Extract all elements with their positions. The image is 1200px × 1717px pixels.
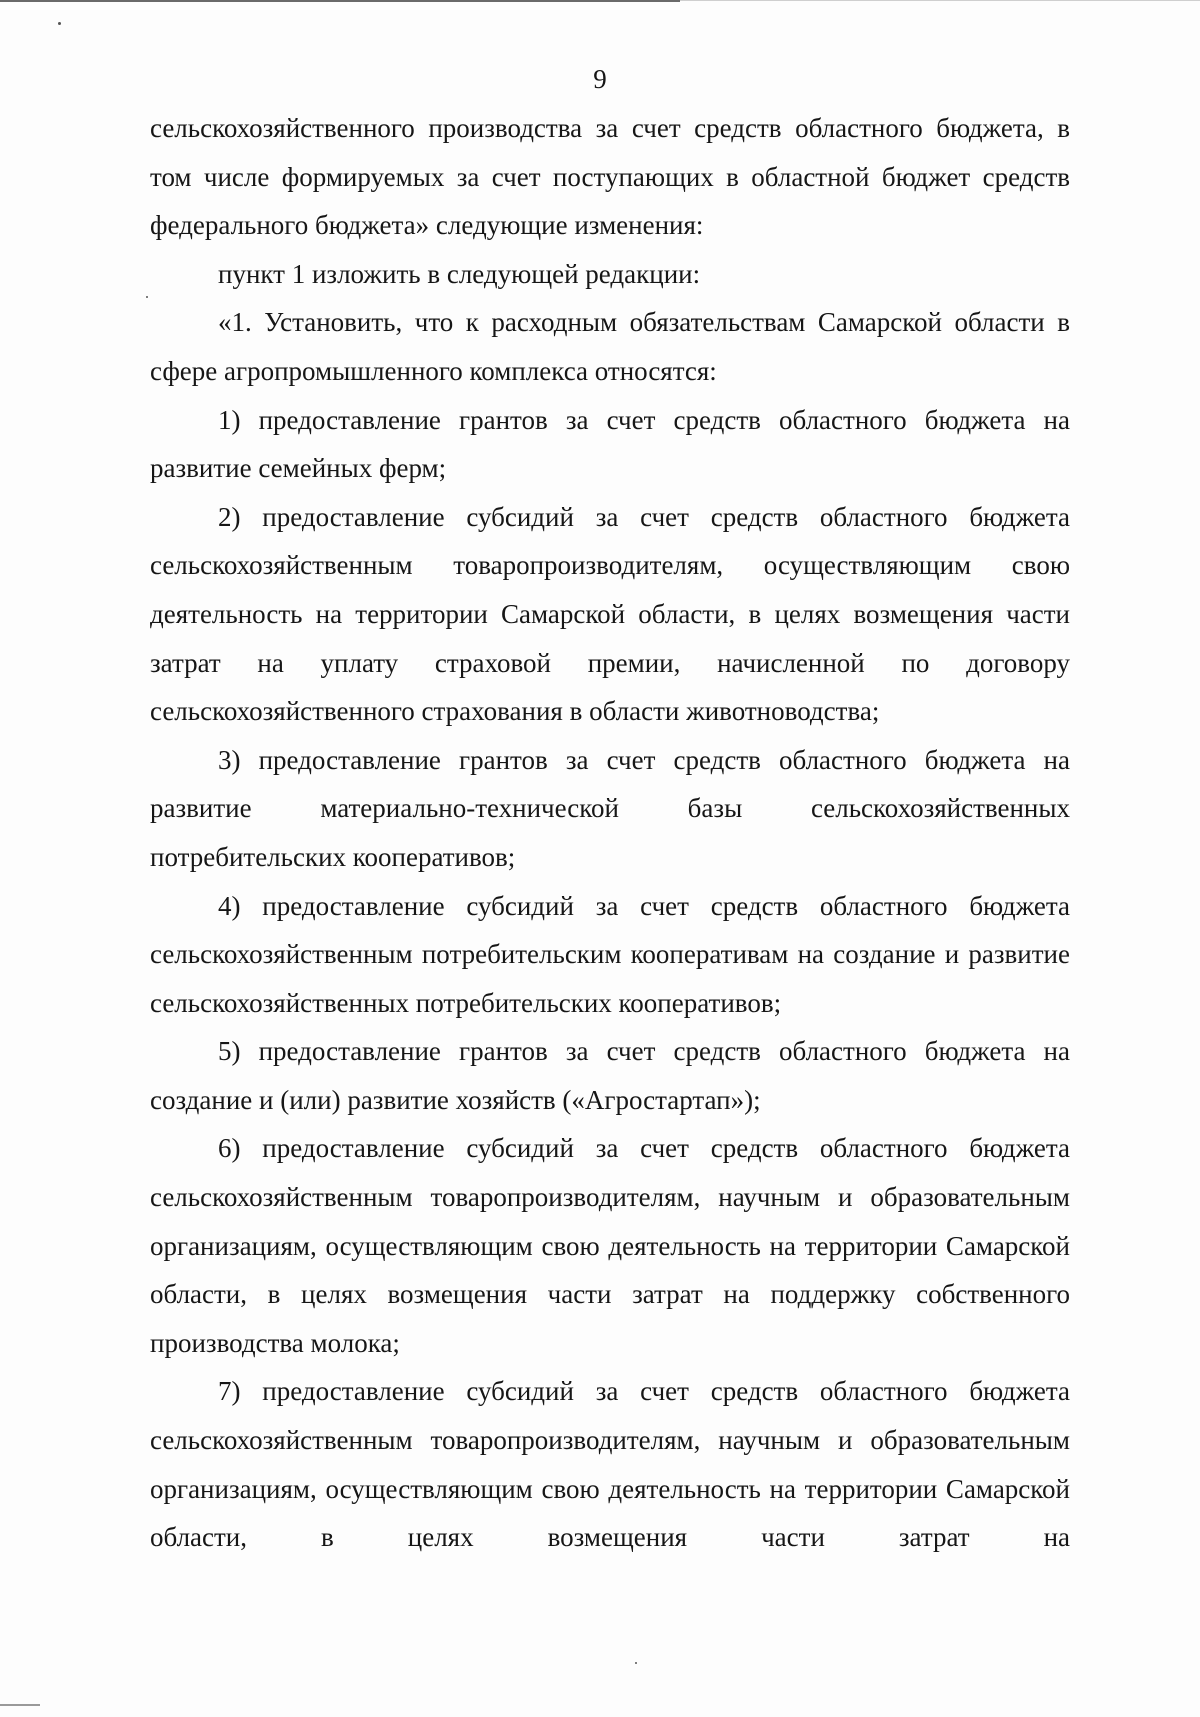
scan-edge-top [0, 0, 680, 2]
list-item-4: 4) предоставление субсидий за счет средств областного бюджета сельскохозяйственным потребительским кооперативам на создание и развитие сельскохозяйственных потребительских кооперативов; [150, 890, 1070, 1018]
scan-edge-bottom-left [0, 1704, 40, 1706]
paragraph-amendment-intro: пункт 1 изложить в следующей редакции: [218, 258, 701, 289]
scan-edge-top-faint [680, 0, 1200, 1]
list-item-6: 6) предоставление субсидий за счет средств областного бюджета сельскохозяйственным товаропроизводителям, научным и образовательным организациям, осуществляющим свою деятельность на территории Самарской области, в целях возмещения части затрат на поддержку собственного производства молока; [150, 1133, 1070, 1358]
list-item-2: 2) предоставление субсидий за счет средств областного бюджета сельскохозяйственным товаропроизводителям, осуществляющим свою деятельность на территории Самарской области, в целях возмещения части затрат на уплату страховой премии, начисленной по договору сельскохозяйственного страхования в области животноводства; [150, 501, 1070, 727]
scan-speck [635, 1662, 637, 1664]
list-item-1: 1) предоставление грантов за счет средств областного бюджета на развитие семейных ферм; [150, 404, 1070, 484]
scan-speck [146, 296, 148, 298]
document-body [150, 104, 1070, 1562]
scan-speck [58, 22, 61, 25]
list-item-7: 7) предоставление субсидий за счет средств областного бюджета сельскохозяйственным товаропроизводителям, научным и образовательным организациям, осуществляющим свою деятельность на территории Самарской области, в целях возмещения части затрат на [150, 1376, 1070, 1553]
paragraph-continuation: сельскохозяйственного производства за счет средств областного бюджета, в том числе формируемых за счет поступающих в областной бюджет средств федерального бюджета» следующие изменения: [150, 113, 1070, 241]
paragraph-clause-1: «1. Установить, что к расходным обязательствам Самарской области в сфере агропромышленного комплекса относятся: [150, 307, 1070, 386]
list-item-5: 5) предоставление грантов за счет средств областного бюджета на создание и (или) развитие хозяйств («Агростартап»); [150, 1036, 1070, 1115]
page-number: 9 [593, 64, 607, 94]
list-item-3: 3) предоставление грантов за счет средств областного бюджета на развитие материально-технической базы сельскохозяйственных потребительских кооперативов; [150, 744, 1070, 872]
